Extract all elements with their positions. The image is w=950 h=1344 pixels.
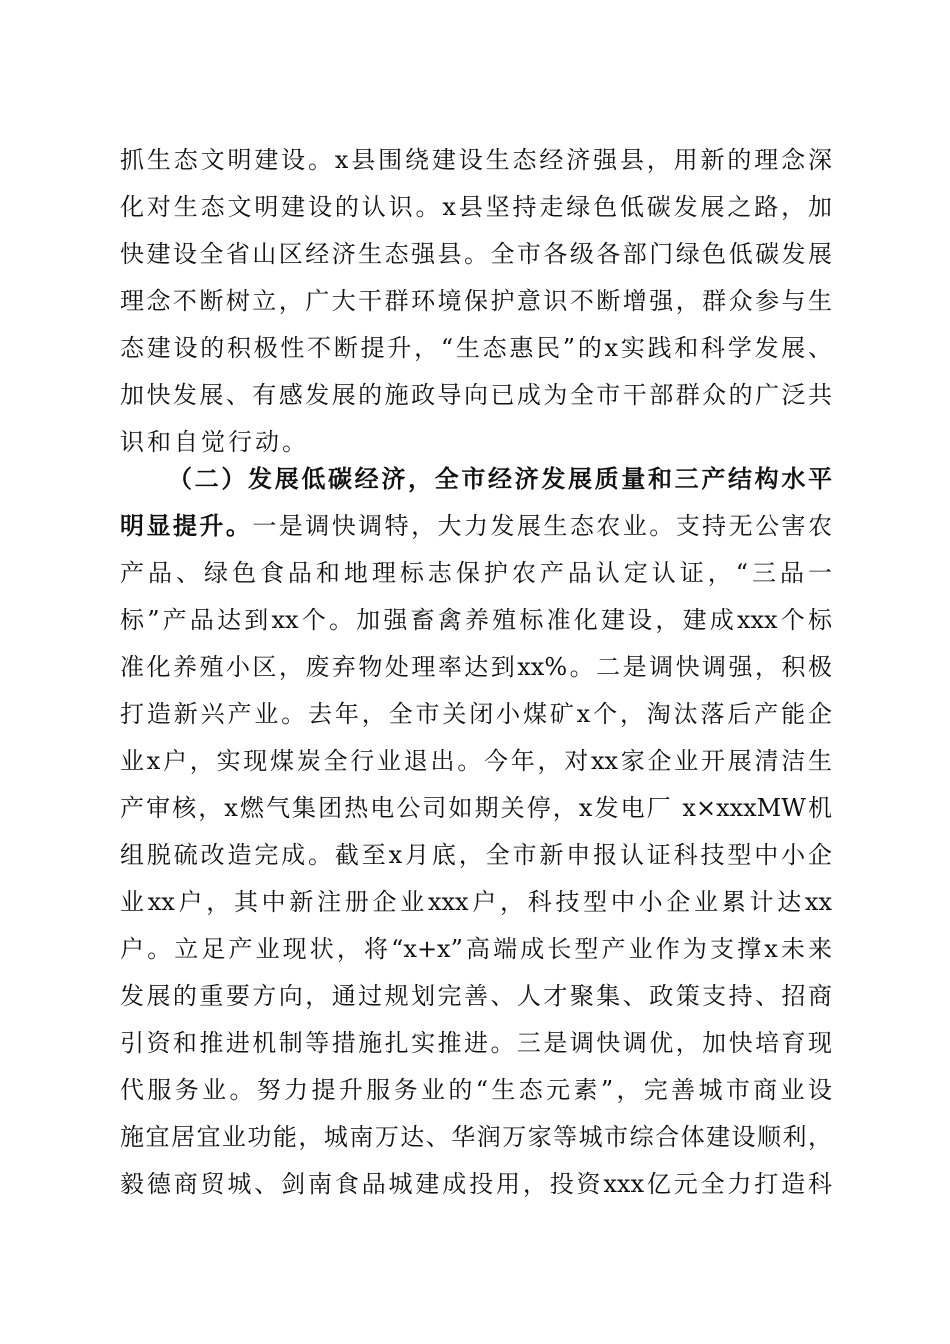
text-line: 产品、绿色食品和地理标志保护农产品认定认证，“三品一	[120, 559, 832, 587]
text-line	[120, 506, 832, 546]
text-line: 毅德商贸城、剑南食品城建成投用，投资xxx亿元全力打造科	[120, 1170, 832, 1198]
text-line: 业xx户，其中新注册企业xxx户，科技型中小企业累计达xx	[120, 888, 832, 916]
text-line: 施宜居宜业功能，城南万达、华润万家等城市综合体建设顺利，	[120, 1123, 832, 1151]
text-line: 发展的重要方向，通过规划完善、人才聚集、政策支持、招商	[120, 982, 832, 1010]
text-line: 快建设全省山区经济生态强县。全市各级各部门绿色低碳发展	[120, 240, 832, 268]
text-line: 识和自觉行动。	[120, 428, 309, 456]
text-line: 组脱硫改造完成。截至x月底，全市新申报认证科技型中小企	[120, 841, 832, 869]
text-line: 代服务业。努力提升服务业的“生态元素”，完善城市商业设	[120, 1076, 832, 1104]
text-line: 产审核，x燃气集团热电公司如期关停，x发电厂 x×xxxMW机	[120, 794, 832, 822]
text-line: 业x户，实现煤炭全行业退出。今年，对xx家企业开展清洁生	[120, 747, 832, 775]
text-line: 态建设的积极性不断提升，“生态惠民”的x实践和科学发展、	[120, 334, 832, 362]
text-line: 理念不断树立，广大干群环境保护意识不断增强，群众参与生	[120, 287, 832, 315]
section-heading-end: 明显提升。	[120, 511, 253, 540]
text-line: 化对生态文明建设的认识。x县坚持走绿色低碳发展之路，加	[120, 193, 832, 221]
text-line: 引资和推进机制等措施扎实推进。三是调快调优，加快培育现	[120, 1029, 832, 1057]
text-line: 准化养殖小区，废弃物处理率达到xx%。二是调快调强，积极	[120, 653, 832, 681]
text-line: 加快发展、有感发展的施政导向已成为全市干部群众的广泛共	[120, 381, 832, 409]
text-segment: 一是调快调特，大力发展生态农业。支持无公害农	[252, 512, 833, 540]
section-heading: （二）发展低碳经济，全市经济发展质量和三产结构水平	[168, 464, 832, 493]
text-line: 打造新兴产业。去年，全市关闭小煤矿x个，淘汰落后产能企	[120, 700, 832, 728]
text-line: 抓生态文明建设。x县围绕建设生态经济强县，用新的理念深	[120, 146, 832, 174]
text-line: 标”产品达到xx个。加强畜禽养殖标准化建设，建成xxx个标	[120, 606, 832, 634]
text-line: 户。立足产业现状，将“x+x”高端成长型产业作为支撑x未来	[120, 935, 832, 963]
